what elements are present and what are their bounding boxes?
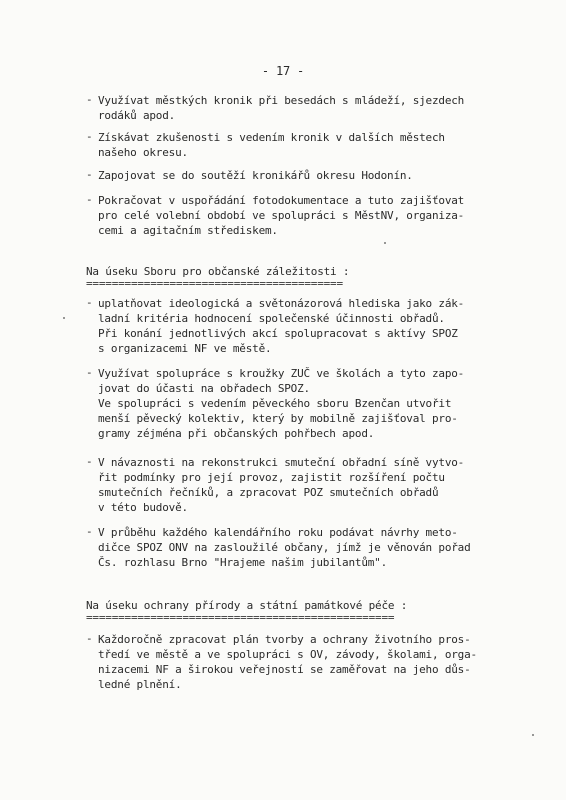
list-item <box>86 130 506 160</box>
text-line: Zapojovat se do soutěží kronikářů okresu Hodonín. <box>98 169 413 182</box>
list-item <box>86 525 506 570</box>
text-line: nizacemi NF a širokou veřejností se zaměřovat na jeho důs- <box>98 663 471 676</box>
list-item <box>86 296 506 356</box>
text-line: ladní kritéria hodnocení společenské účinnosti obřadů. <box>98 312 445 325</box>
list-item <box>86 168 506 183</box>
scan-speck <box>532 734 534 736</box>
list-dash: - <box>86 193 93 206</box>
list-dash: - <box>86 93 93 106</box>
text-line: pro celé volební období ve spolupráci s MěstNV, organiza- <box>98 209 465 222</box>
text-line: řit podmínky pro její provoz, zajistit rozšíření počtu <box>98 471 445 484</box>
text-line: gramy zéjména při občanských pohřbech apod. <box>98 427 375 440</box>
text-line: Každoročně zpracovat plán tvorby a ochrany životního pros- <box>98 633 471 646</box>
page-number: - 17 - <box>261 64 305 78</box>
text-line: uplatňovat ideologická a světonázorová hlediska jako zák- <box>98 297 465 310</box>
text-line: V průběhu každého kalendářního roku podávat návrhy meto- <box>98 526 458 539</box>
list-item <box>86 193 506 238</box>
text-line: v této budově. <box>98 501 188 514</box>
text-line: dičce SPOZ ONV na zasloužilé občany, jímž je věnován pořad <box>98 541 471 554</box>
text-line: Získávat zkušenosti s vedením kronik v dalších městech <box>98 131 445 144</box>
text-line: rodáků apod. <box>98 109 176 122</box>
list-item <box>86 632 506 692</box>
list-dash: - <box>86 455 93 468</box>
scan-speck <box>384 242 386 244</box>
text-line: jovat do účasti na obřadech SPOZ. <box>98 382 310 395</box>
section-heading: Na úseku Sboru pro občanské záležitosti : <box>86 265 350 278</box>
text-line: V návaznosti na rekonstrukci smuteční obřadní síně vytvo- <box>98 456 465 469</box>
text-line: Pokračovat v uspořádání fotodokumentace a tuto zajišťovat <box>98 194 465 207</box>
section-heading: Na úseku ochrany přírody a státní památkové péče : <box>86 599 408 612</box>
text-line: Využívat spolupráce s kroužky ZUČ ve školách a tyto zapo- <box>98 367 465 380</box>
text-line: Čs. rozhlasu Brno "Hrajeme našim jubilantům". <box>98 556 388 569</box>
scan-speck <box>63 317 65 319</box>
list-item <box>86 93 506 123</box>
text-line: menší pěvecký kolektiv, který by mobilně zajišťoval pro- <box>98 412 458 425</box>
list-item <box>86 366 506 441</box>
list-dash: - <box>86 168 93 181</box>
list-dash: - <box>86 296 93 309</box>
text-line: s organizacemi NF ve městě. <box>98 342 272 355</box>
text-line: smutečních řečníků, a zpracovat POZ smutečních obřadů <box>98 486 439 499</box>
heading-underline: ======================================== <box>86 277 343 290</box>
list-item <box>86 455 506 515</box>
text-line: tředí ve městě a ve spolupráci s OV, závody, školami, orga- <box>98 648 477 661</box>
text-line: našeho okresu. <box>98 146 188 159</box>
text-line: Využívat městkých kronik při besedách s mládeží, sjezdech <box>98 94 465 107</box>
text-line: Při konání jednotlivých akcí spolupracovat s aktívy SPOZ <box>98 327 458 340</box>
list-dash: - <box>86 130 93 143</box>
list-dash: - <box>86 632 93 645</box>
list-dash: - <box>86 366 93 379</box>
text-line: cemi a agitačním střediskem. <box>98 224 278 237</box>
text-line: Ve spolupráci s vedením pěveckého sboru Bzenčan utvořit <box>98 397 452 410</box>
list-dash: - <box>86 525 93 538</box>
heading-underline: ================================================ <box>86 611 395 624</box>
text-line: ledné plnění. <box>98 678 182 691</box>
